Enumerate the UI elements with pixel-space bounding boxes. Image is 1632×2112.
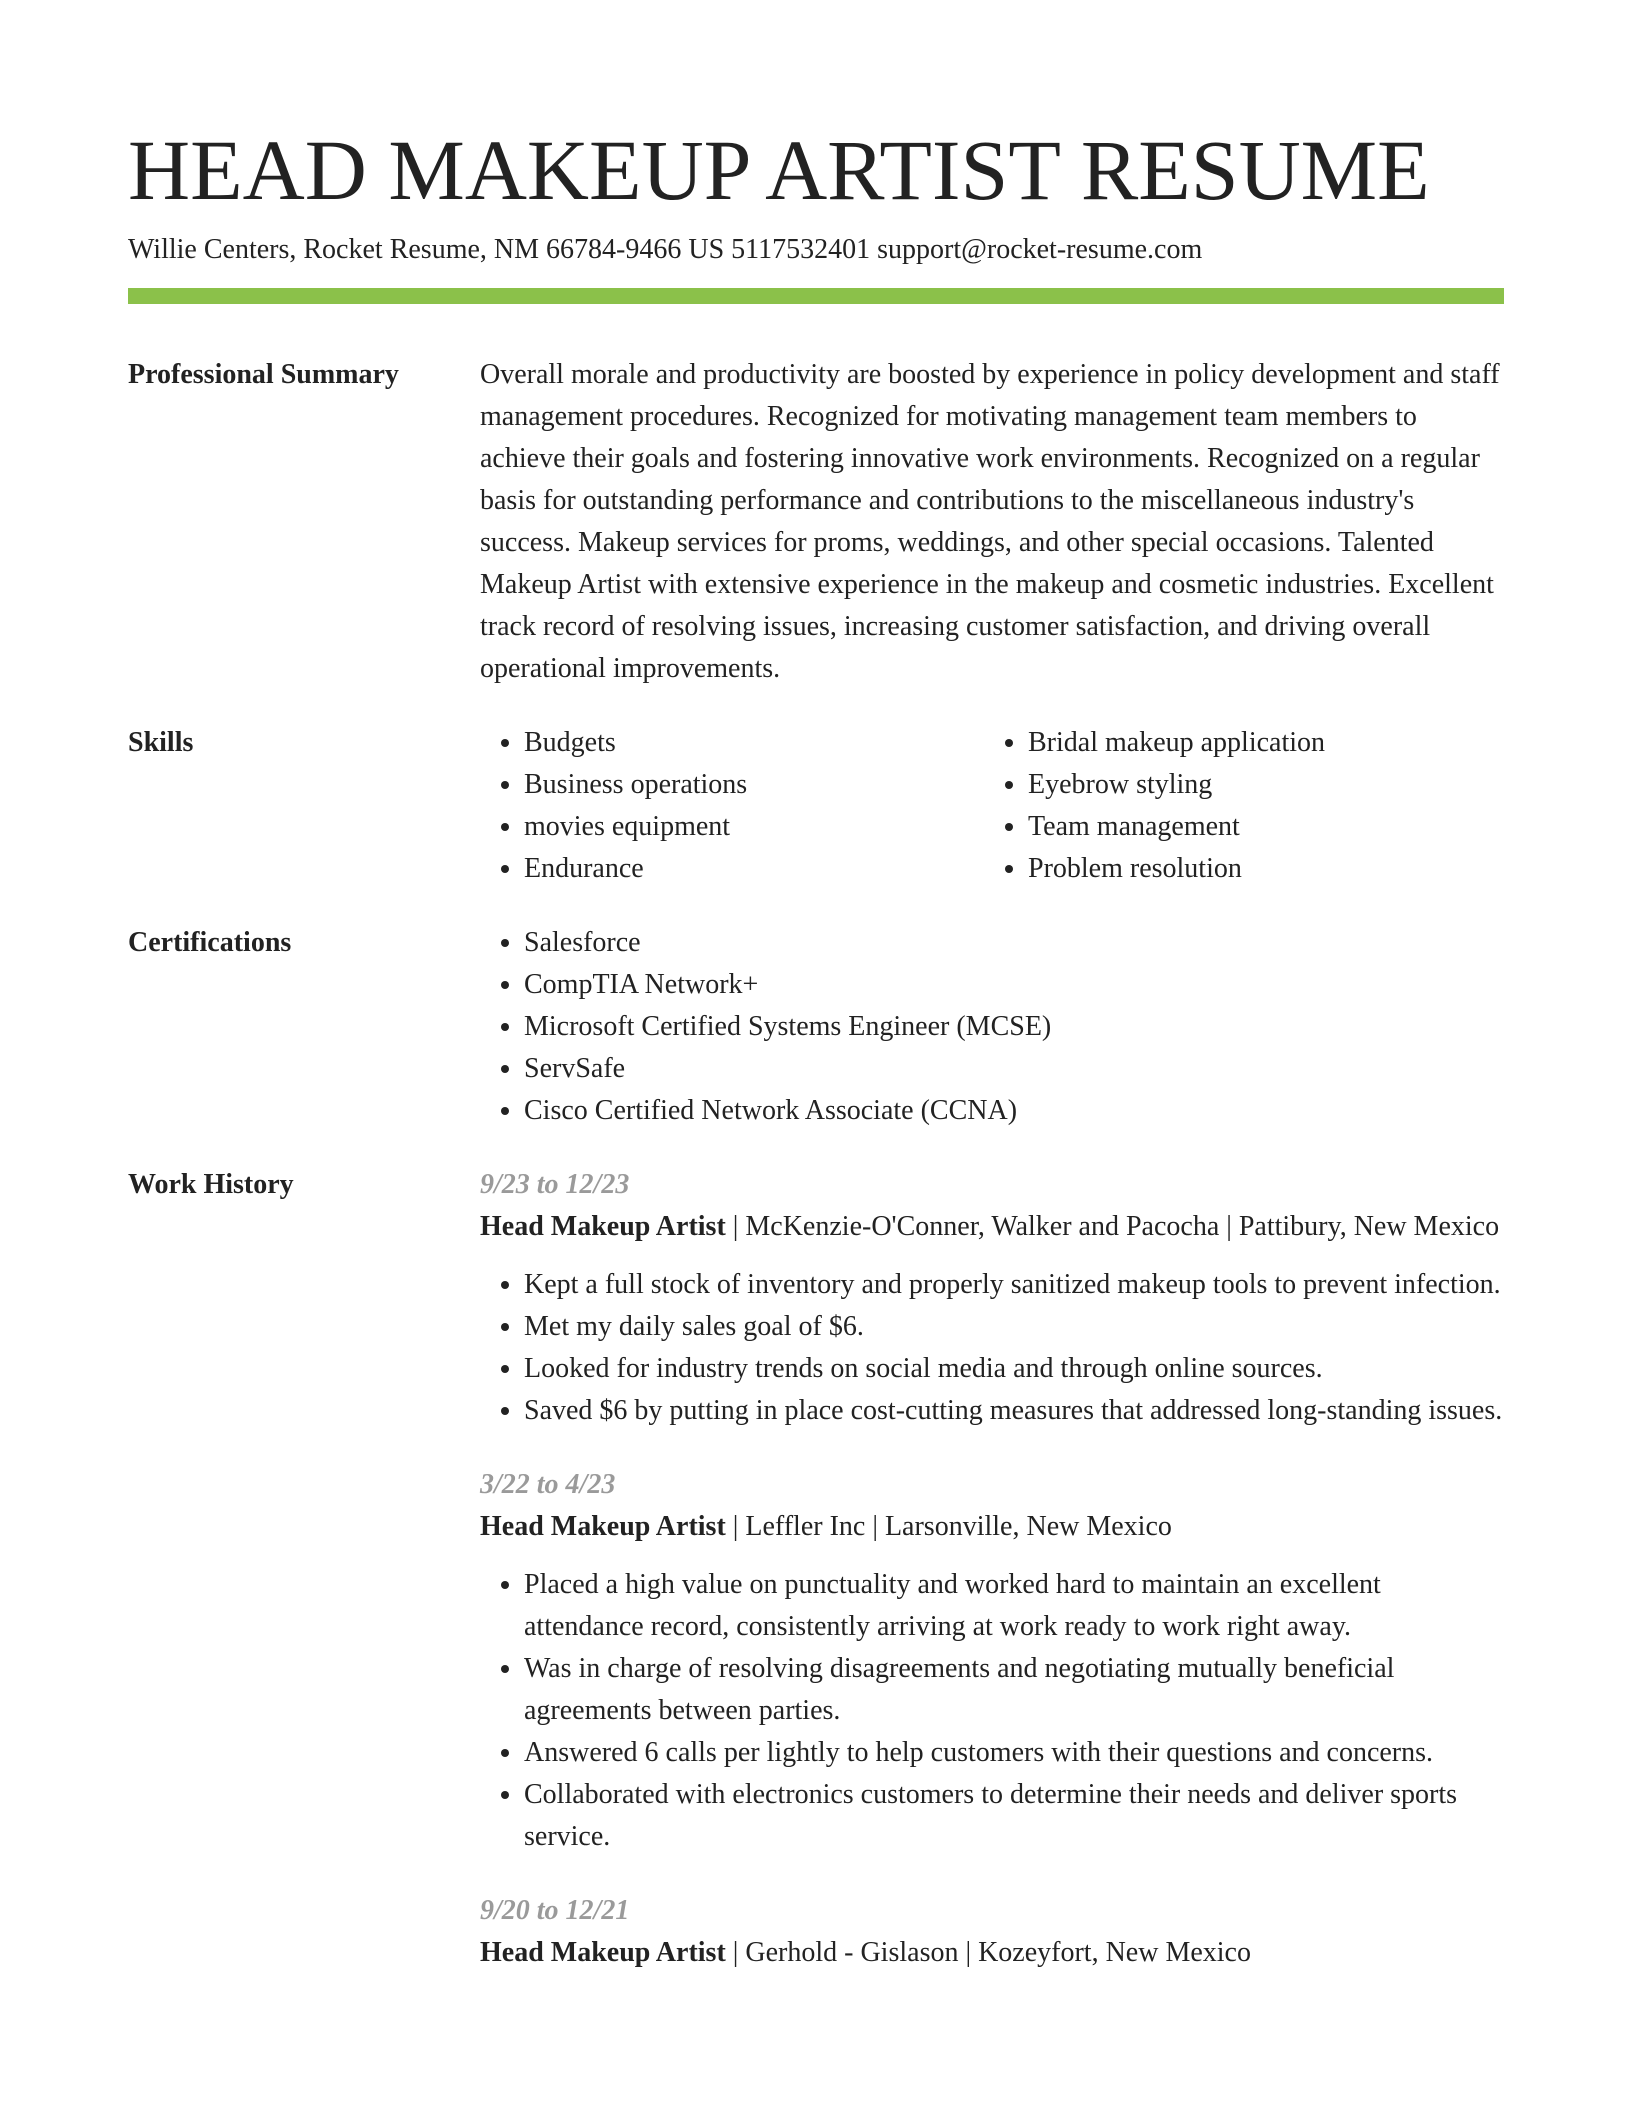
certifications-list <box>480 922 1504 1132</box>
job-heading <box>480 1206 1504 1248</box>
resume-page <box>128 120 1504 2006</box>
job-entry <box>480 1464 1504 1858</box>
job-bullet: • Collaborated with electronics customers to determine their needs and deliver sports service. <box>524 1774 1504 1858</box>
work-history-section <box>128 1164 1504 2006</box>
job-details: | McKenzie-O'Conner, Walker and Pacocha | Pattibury, New Mexico <box>725 1211 1500 1242</box>
certification-item: • Microsoft Certified Systems Engineer (MCSE) <box>524 1006 1504 1048</box>
job-heading <box>480 1506 1504 1548</box>
job-details: | Leffler Inc | Larsonville, New Mexico <box>725 1511 1172 1542</box>
job-bullet: • Placed a high value on punctuality and worked hard to maintain an excellent attendance record, consistently arriving at work ready to work right away. <box>524 1564 1504 1648</box>
job-details: | Gerhold - Gislason | Kozeyfort, New Mexico <box>725 1937 1251 1968</box>
job-title: Head Makeup Artist <box>480 1937 726 1968</box>
job-bullet: • Answered 6 calls per lightly to help customers with their questions and concerns. <box>524 1732 1504 1774</box>
certification-item: • ServSafe <box>524 1048 1504 1090</box>
job-title: Head Makeup Artist <box>480 1211 726 1242</box>
job-heading <box>480 1932 1504 1974</box>
job-entry <box>480 1890 1504 1974</box>
certification-item: • Cisco Certified Network Associate (CCNA) <box>524 1090 1504 1132</box>
job-bullet: • Kept a full stock of inventory and properly sanitized makeup tools to prevent infection. <box>524 1264 1504 1306</box>
skills-section <box>128 722 1504 890</box>
skill-item: • Budgets <box>524 722 984 764</box>
skill-item: • Business operations <box>524 764 984 806</box>
skills-list-col1 <box>480 722 984 890</box>
section-label-summary: Professional Summary <box>128 359 399 390</box>
skill-item: • movies equipment <box>524 806 984 848</box>
section-label-work-history: Work History <box>128 1169 294 1200</box>
section-label-skills: Skills <box>128 727 194 758</box>
skill-item: • Eyebrow styling <box>1028 764 1488 806</box>
job-entry <box>480 1164 1504 1432</box>
job-dates: 3/22 to 4/23 <box>480 1469 616 1500</box>
certifications-section <box>128 922 1504 1132</box>
job-dates: 9/23 to 12/23 <box>480 1169 630 1200</box>
resume-title: HEAD MAKEUP ARTIST RESUME <box>128 122 1430 218</box>
section-label-certifications: Certifications <box>128 927 292 958</box>
job-bullet: • Was in charge of resolving disagreements and negotiating mutually beneficial agreements between parties. <box>524 1648 1504 1732</box>
accent-divider <box>128 288 1504 304</box>
skill-item: • Bridal makeup application <box>1028 722 1488 764</box>
job-bullet: • Saved $6 by putting in place cost-cutting measures that addressed long-standing issues. <box>524 1390 1504 1432</box>
job-bullet: • Looked for industry trends on social media and through online sources. <box>524 1348 1504 1390</box>
certification-item: • CompTIA Network+ <box>524 964 1504 1006</box>
job-dates: 9/20 to 12/21 <box>480 1895 630 1926</box>
skill-item: • Endurance <box>524 848 984 890</box>
certification-item: • Salesforce <box>524 922 1504 964</box>
professional-summary-section <box>128 354 1504 690</box>
job-bullets <box>480 1264 1504 1432</box>
job-bullet: • Met my daily sales goal of $6. <box>524 1306 1504 1348</box>
summary-text: Overall morale and productivity are boosted by experience in policy development and staff management procedures. Recognized for motivating management team members to achieve their goals and fostering innovative work environments. Recognized on a regular basis for outstanding performance and contributions to the miscellaneous industry's success. Makeup services for proms, weddings, and other special occasions. Talented Makeup Artist with extensive experience in the makeup and cosmetic industries. Excellent track record of resolving issues, increasing customer satisfaction, and driving overall operational improvements. <box>480 359 1500 684</box>
skill-item: • Problem resolution <box>1028 848 1488 890</box>
contact-line: Willie Centers, Rocket Resume, NM 66784-9466 US 5117532401 support@rocket-resume.com <box>128 234 1203 265</box>
job-title: Head Makeup Artist <box>480 1511 726 1542</box>
skills-list-col2 <box>984 722 1488 890</box>
skill-item: • Team management <box>1028 806 1488 848</box>
job-bullets <box>480 1564 1504 1858</box>
